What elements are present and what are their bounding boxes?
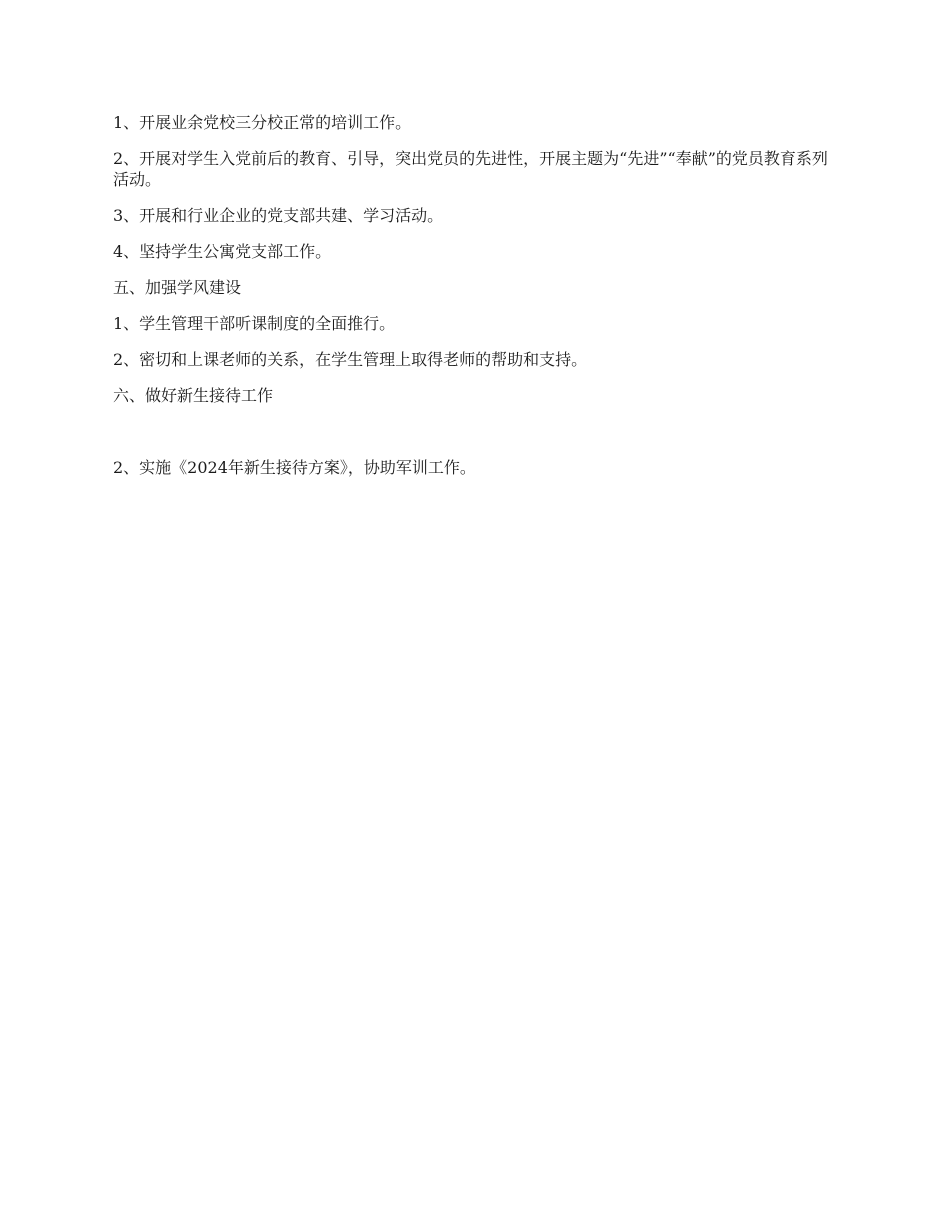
list-item-reception-plan: 2、实施《2024年新生接待方案》，协助军训工作。 [113, 458, 476, 477]
list-item-class-observation: 1、学生管理干部听课制度的全面推行。 [113, 314, 396, 333]
section-heading-freshman-reception: 六、做好新生接待工作 [113, 386, 274, 405]
list-item-dormitory-branch: 4、坚持学生公寓党支部工作。 [113, 242, 332, 261]
document-body [113, 112, 833, 493]
list-item-party-school-training: 1、开展业余党校三分校正常的培训工作。 [113, 113, 412, 132]
list-item-party-member-education: 2、开展对学生入党前后的教育、引导，突出党员的先进性，开展主题为“先进”“奉献”的党员教育系列活动。 [113, 149, 828, 189]
list-item-teacher-relations: 2、密切和上课老师的关系，在学生管理上取得老师的帮助和支持。 [113, 350, 588, 369]
list-item-joint-branch-building: 3、开展和行业企业的党支部共建、学习活动。 [113, 206, 444, 225]
section-heading-study-style: 五、加强学风建设 [113, 278, 242, 297]
blank-line [113, 421, 833, 457]
